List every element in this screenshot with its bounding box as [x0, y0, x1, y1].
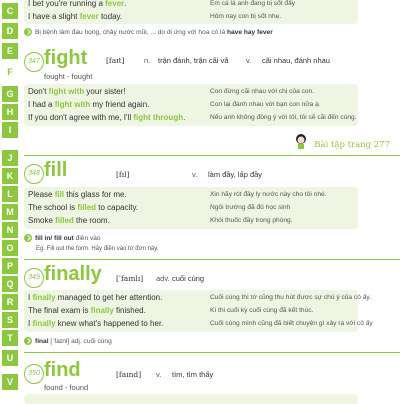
part-of-speech: n. — [144, 56, 151, 65]
part-of-speech: v. — [246, 56, 252, 65]
letter-tab-p[interactable]: P — [2, 258, 18, 274]
example-vi: Cuối cùng mình cũng đã biết chuyện gì xảy ra với cô ấy — [210, 320, 373, 327]
letter-tab-k[interactable]: K — [2, 168, 18, 184]
pronunciation: [faɪt] — [106, 56, 125, 65]
example-en: If you don't agree with me, I'll fight through. — [28, 113, 186, 122]
example-en: The final exam is finally finished. — [28, 306, 146, 315]
example-vi: Hôm nay con bị sốt nhẹ. — [210, 13, 282, 20]
letter-tab-t[interactable]: T — [2, 330, 18, 346]
verb-forms: found - found — [44, 383, 89, 392]
example-vi: Kì thi cuối kỳ cuối cùng đã kết thúc. — [210, 307, 314, 314]
example-en: Please fill this glass for me. — [28, 190, 127, 199]
meaning: làm đầy, lấp đầy — [208, 170, 263, 179]
verb-forms: fought - fought — [44, 72, 93, 81]
example-vi: Xin hãy rót đầy ly nước này cho tôi nhé. — [210, 191, 327, 198]
finally-examples-box — [24, 290, 373, 332]
letter-tab-u[interactable]: U — [2, 350, 18, 366]
fill-phrasal-note: fill in/ fill out điền vào — [24, 234, 101, 242]
alphabet-sidebar — [0, 0, 20, 400]
meaning: cuối cùng — [172, 274, 205, 283]
letter-tab-q[interactable]: Q — [2, 276, 18, 292]
letter-tab-v[interactable]: V — [2, 374, 18, 390]
fever-note: Bị bệnh làm đau họng, chảy nước mũi, ... do di ứng với hoa có là have hay fever — [24, 28, 273, 36]
example-en: I have a slight fever today. — [28, 12, 123, 21]
check-icon — [24, 337, 32, 345]
example-vi: Cuối cùng thì tớ cũng thu hút được sự chú ý của cô ấy. — [210, 294, 372, 301]
example-vi: Con đừng cãi nhau với chị của con. — [210, 88, 315, 95]
letter-tab-l[interactable]: L — [2, 186, 18, 202]
fill-examples-box — [24, 187, 358, 229]
pronunciation: [ˈfaɪnlɪ] — [116, 274, 144, 283]
divider — [24, 155, 400, 156]
part-of-speech: adv. — [156, 274, 170, 283]
example-vi: Em cá là anh đang bị sốt đấy — [210, 0, 296, 7]
finally-related-note: final [ˈfaɪnl] adj. cuối cùng — [24, 337, 112, 345]
letter-tab-c[interactable]: C — [2, 3, 18, 19]
check-icon — [24, 234, 32, 242]
example-en: I bet you're running a fever. — [28, 0, 127, 8]
pronunciation: [fɪl] — [116, 170, 130, 179]
divider — [24, 259, 400, 260]
headword: fight — [44, 47, 88, 69]
example-en: I finally managed to get her attention. — [28, 293, 163, 302]
part-of-speech: v. — [192, 170, 198, 179]
part-of-speech: v. — [156, 370, 162, 379]
example-vi: Ngôi trường đã đủ học sinh — [210, 204, 291, 211]
letter-tab-n[interactable]: N — [2, 222, 18, 238]
letter-tab-g[interactable]: G — [2, 86, 18, 102]
letter-tab-s[interactable]: S — [2, 312, 18, 328]
pronunciation: [faɪnd] — [116, 370, 142, 379]
entry-number: 350 — [24, 364, 44, 384]
example-en: I had a fight with my friend again. — [28, 100, 150, 109]
example-en: Smoke filled the room. — [28, 216, 110, 225]
letter-tab-j[interactable]: J — [2, 150, 18, 166]
example-en: The school is filled to capacity. — [28, 203, 139, 212]
example-vi: Nếu anh không đồng ý với tôi, tôi sẽ cãi đến cùng. — [210, 114, 357, 121]
example-en: Don't fight with your sister! — [28, 87, 126, 96]
letter-tab-e[interactable]: E — [2, 43, 18, 59]
entry-number: 348 — [24, 164, 44, 184]
exercise-link[interactable]: Bài tập trang 277 — [314, 140, 390, 150]
letter-tab-r[interactable]: R — [2, 294, 18, 310]
example-en: I finally knew what's happened to her. — [28, 319, 164, 328]
fight-examples-box — [24, 84, 358, 126]
check-icon — [24, 28, 32, 36]
headword: find — [44, 359, 81, 381]
letter-tab-m[interactable]: M — [2, 204, 18, 220]
letter-tab-f[interactable]: F — [2, 64, 18, 80]
fill-example-note: Eg. Fill out the form. Hãy điền vào tờ đơn này. — [36, 246, 159, 252]
meaning: tìm, tìm thấy — [172, 370, 214, 379]
letter-tab-h[interactable]: H — [2, 104, 18, 120]
girl-icon — [292, 132, 310, 150]
meaning: cãi nhau, đánh nhau — [262, 56, 330, 65]
entry-number: 347 — [24, 52, 44, 72]
meaning: trận đánh, trận cãi vã — [158, 56, 229, 65]
letter-tab-i[interactable]: I — [2, 122, 18, 138]
headword: finally — [44, 263, 102, 285]
page-content — [24, 0, 400, 400]
headword: fill — [44, 159, 68, 181]
example-vi: Con lại đánh nhau với bạn con nữa ạ. — [210, 101, 321, 108]
find-examples-box — [24, 394, 358, 404]
letter-tab-d[interactable]: D — [2, 23, 18, 39]
fever-examples-box — [24, 0, 358, 24]
entry-number: 349 — [24, 268, 44, 288]
example-vi: Khói thuốc đầy trong phòng. — [210, 217, 293, 224]
divider — [24, 352, 400, 353]
letter-tab-o[interactable]: O — [2, 240, 18, 256]
